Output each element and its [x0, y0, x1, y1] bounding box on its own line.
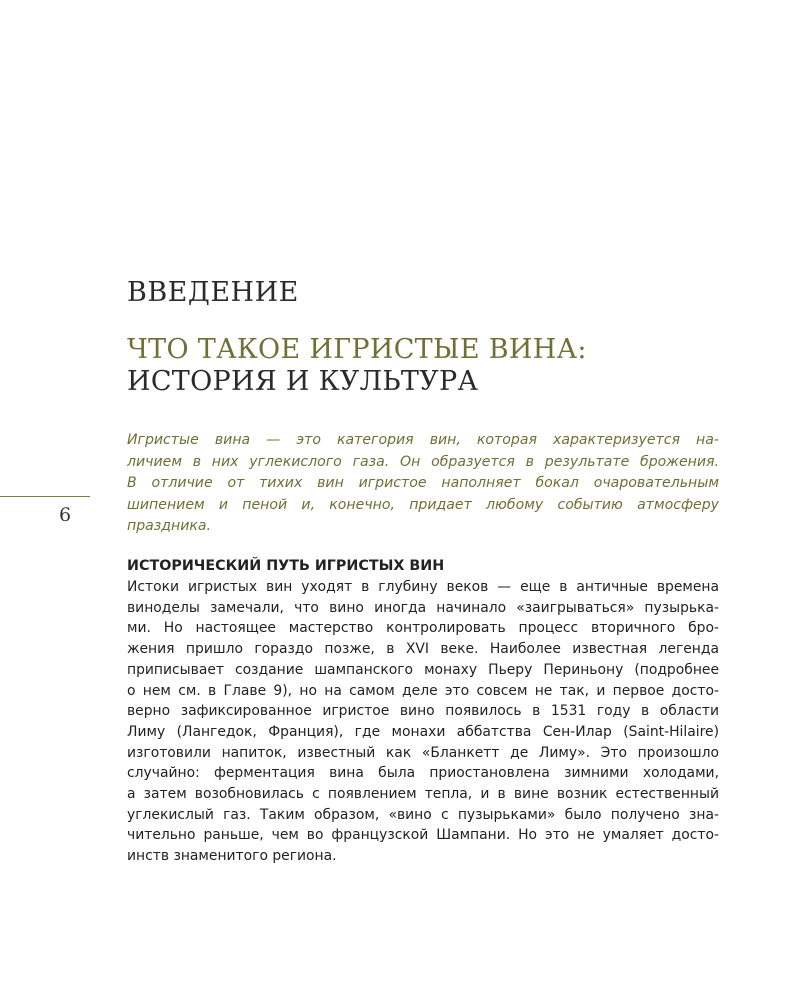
body-line: ми. Но настоящее мастерство контролировать процесс вторичного бро- — [127, 620, 719, 637]
chapter-title — [127, 334, 587, 398]
lead-line: личием в них углекислого газа. Он образуется в результате брожения. — [127, 453, 719, 470]
body-line: жения пришло гораздо позже, в XVI веке. Наиболее известная легенда — [127, 641, 719, 658]
body-line: Лиму (Лангедок, Франция), где монахи аббатства Сен-Илар (Saint-Hilaire) — [127, 723, 719, 740]
page-number: 6 — [59, 504, 72, 526]
lead-line: В отличие от тихих вин игристое наполняет бокал очаровательным — [127, 475, 719, 491]
history-paragraph — [127, 577, 719, 867]
body-line: верно зафиксированное игристое вино появилось в 1531 году в области — [127, 703, 719, 720]
body-line: о нем см. в Главе 9), но на самом деле это совсем не так, и первое досто- — [127, 682, 719, 699]
body-line: инств знаменитого региона. — [127, 848, 337, 865]
lead-line: шипением и пеной и, конечно, придает любому событию атмосферу — [127, 496, 719, 513]
body-line: приписывает создание шампанского монаху Пьеру Периньону (подробнее — [127, 661, 719, 678]
body-line: случайно: ферментация вина была приостановлена зимними холодами, — [127, 765, 719, 782]
lead-line: Игристые вина — это категория вин, которая характеризуется на- — [127, 432, 719, 448]
page-number-rule — [0, 496, 90, 497]
chapter-title-line-2: ИСТОРИЯ И КУЛЬТУРА — [127, 366, 479, 397]
body-line: углекислый газ. Таким образом, «вино с пузырьками» было получено зна- — [127, 806, 719, 823]
body-line: виноделы замечали, что вино иногда начинало «заигрываться» пузырька- — [127, 599, 719, 616]
body-line: а затем возобновилась с появлением тепла, и в вине возник естественный — [127, 786, 719, 803]
body-line: чительно раньше, чем во французской Шампани. Но это не умаляет досто- — [127, 827, 719, 844]
lead-paragraph — [127, 430, 719, 538]
history-heading: ИСТОРИЧЕСКИЙ ПУТЬ ИГРИСТЫХ ВИН — [127, 558, 445, 574]
section-title: ВВЕДЕНИЕ — [127, 277, 299, 308]
body-line: изготовили напиток, известный как «Бланкетт де Лиму». Это произошло — [127, 744, 719, 761]
lead-line: праздника. — [127, 518, 212, 534]
chapter-title-line-1: ЧТО ТАКОЕ ИГРИСТЫЕ ВИНА: — [127, 334, 587, 365]
body-line: Истоки игристых вин уходят в глубину веков — еще в античные времена — [127, 579, 719, 595]
